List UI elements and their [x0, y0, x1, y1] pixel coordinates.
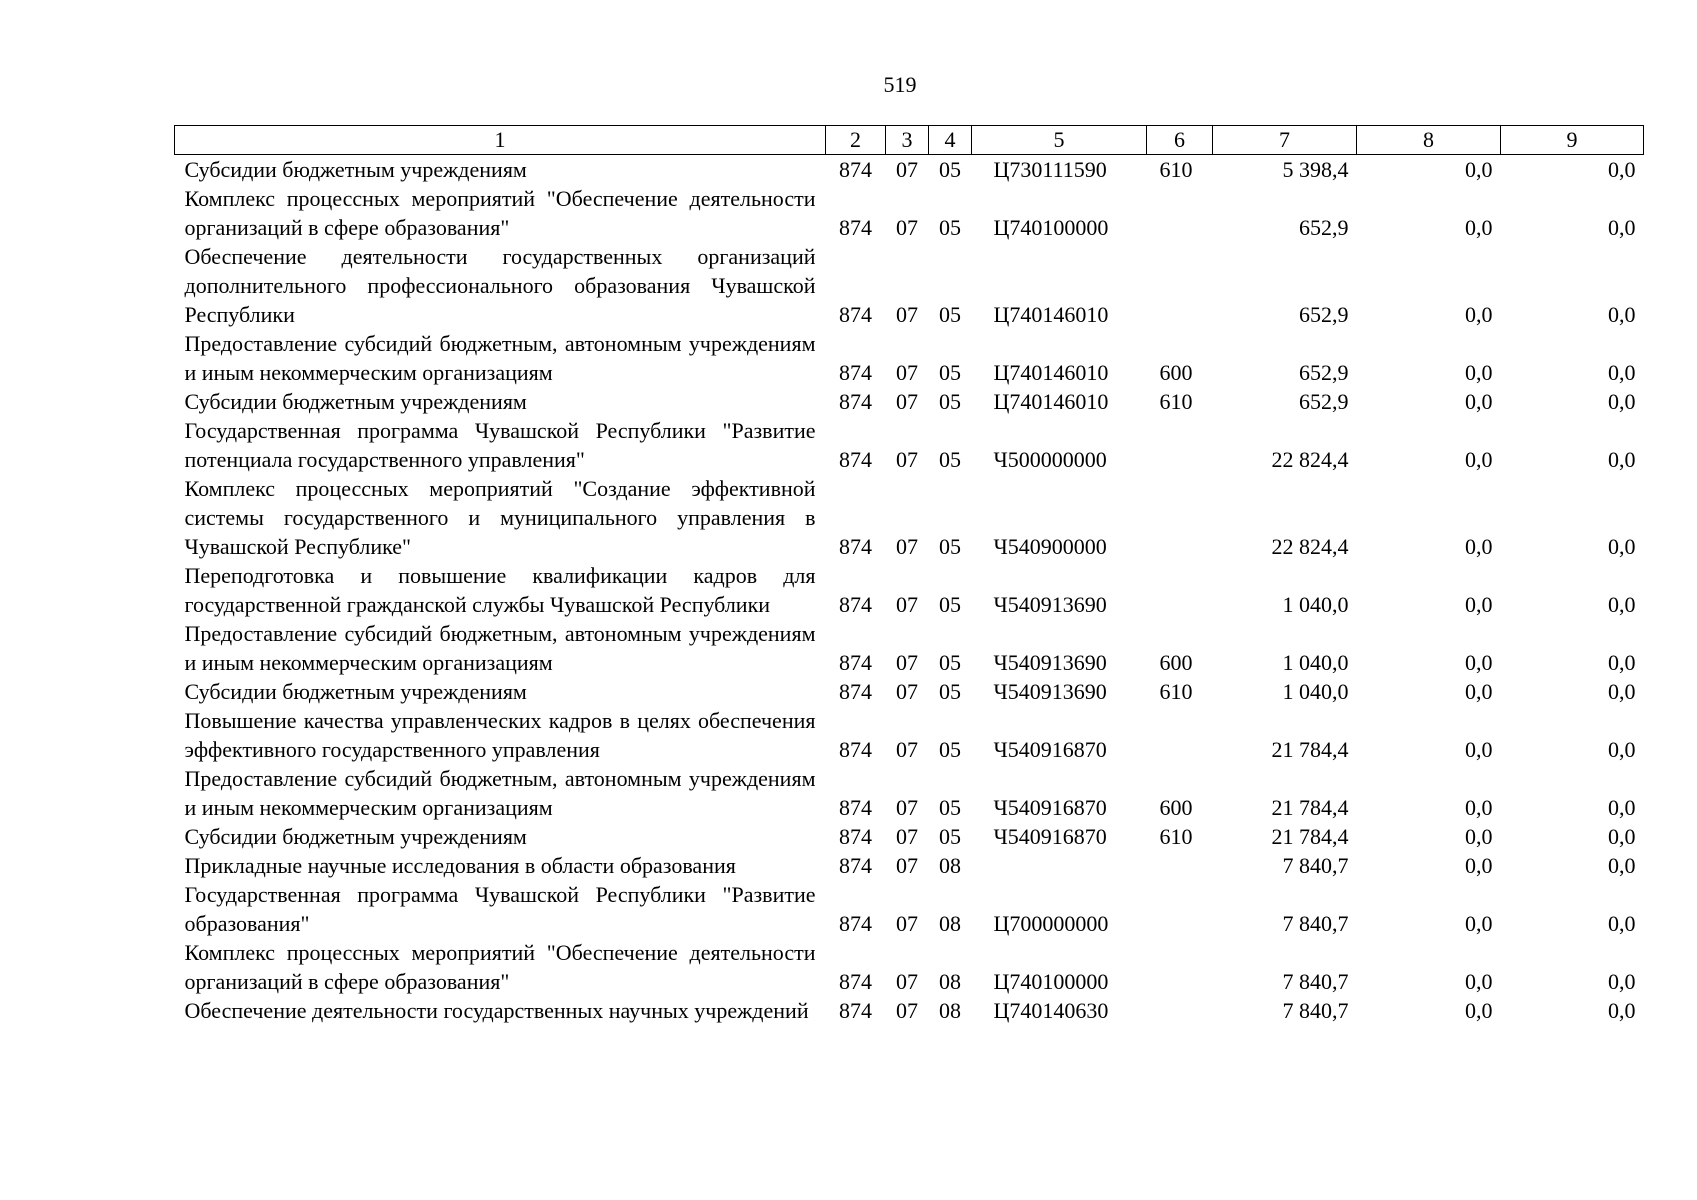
- row-amount-col7: 7 840,7: [1282, 911, 1349, 936]
- row-amount-col7: 21 784,4: [1271, 795, 1349, 820]
- row-subsection: 05: [939, 389, 961, 414]
- row-subsection: 05: [939, 679, 961, 704]
- row-amount-col9: 0,0: [1608, 534, 1636, 559]
- row-name: Субсидии бюджетным учреждениям: [184, 389, 527, 414]
- row-subsection: 05: [939, 302, 961, 327]
- row-admin-code: 874: [839, 679, 872, 704]
- row-subsection: 08: [939, 911, 961, 936]
- row-amount-col9: 0,0: [1608, 447, 1636, 472]
- row-admin-code: 874: [839, 447, 872, 472]
- table-row: [175, 242, 1644, 329]
- row-admin-code: 874: [839, 824, 872, 849]
- row-admin-code: 874: [839, 969, 872, 994]
- row-expense-type: [1147, 706, 1213, 764]
- row-subsection: 08: [939, 998, 961, 1023]
- row-expense-type: 610: [1159, 157, 1193, 182]
- row-amount-col9: 0,0: [1608, 360, 1636, 385]
- row-subsection: 05: [939, 650, 961, 675]
- row-amount-col9: 0,0: [1608, 157, 1636, 182]
- row-target-article: Ц740100000: [993, 969, 1109, 994]
- row-amount-col7: 22 824,4: [1271, 447, 1349, 472]
- row-subsection: 05: [939, 360, 961, 385]
- row-subsection: 05: [939, 824, 961, 849]
- header-col-2: 2: [826, 126, 886, 155]
- row-amount-col7: 21 784,4: [1271, 737, 1349, 762]
- row-expense-type: [1147, 561, 1213, 619]
- row-expense-type: [1147, 880, 1213, 938]
- row-target-article: Ц740146010: [993, 360, 1109, 385]
- table-row: [175, 474, 1644, 561]
- row-amount-col7: 7 840,7: [1282, 998, 1349, 1023]
- row-subsection: 05: [939, 737, 961, 762]
- row-amount-col7: 21 784,4: [1271, 824, 1349, 849]
- row-amount-col8: 0,0: [1465, 534, 1493, 559]
- row-section: 07: [896, 737, 918, 762]
- row-section: 07: [896, 824, 918, 849]
- row-target-article: Ц730111590: [993, 157, 1107, 182]
- row-name: Субсидии бюджетным учреждениям: [184, 824, 527, 849]
- row-amount-col8: 0,0: [1465, 215, 1493, 240]
- row-target-article: Ч500000000: [993, 447, 1107, 472]
- row-amount-col8: 0,0: [1465, 302, 1493, 327]
- header-col-3: 3: [886, 126, 929, 155]
- row-amount-col8: 0,0: [1465, 679, 1493, 704]
- row-section: 07: [896, 998, 918, 1023]
- row-amount-col8: 0,0: [1465, 389, 1493, 414]
- header-col-1: 1: [175, 126, 826, 155]
- table-row: [175, 155, 1644, 185]
- row-section: 07: [896, 389, 918, 414]
- row-amount-col7: 7 840,7: [1282, 969, 1349, 994]
- row-subsection: 05: [939, 447, 961, 472]
- row-section: 07: [896, 157, 918, 182]
- row-amount-col9: 0,0: [1608, 215, 1636, 240]
- row-amount-col7: 1 040,0: [1282, 679, 1349, 704]
- row-admin-code: 874: [839, 157, 872, 182]
- row-name: Комплекс процессных мероприятий "Обеспечение деятельности организаций в сфере образования": [184, 186, 816, 240]
- row-target-article: Ч540916870: [993, 737, 1107, 762]
- row-amount-col9: 0,0: [1608, 911, 1636, 936]
- header-col-8: 8: [1357, 126, 1501, 155]
- table-row: [175, 938, 1644, 996]
- row-expense-type: [1147, 416, 1213, 474]
- row-name: Прикладные научные исследования в области образования: [184, 853, 736, 878]
- header-col-6: 6: [1147, 126, 1213, 155]
- row-target-article: Ч540913690: [993, 679, 1107, 704]
- budget-table: [174, 125, 1644, 1025]
- row-section: 07: [896, 650, 918, 675]
- header-row: [175, 126, 1644, 155]
- row-expense-type: [1147, 184, 1213, 242]
- row-amount-col7: 1 040,0: [1282, 650, 1349, 675]
- row-section: 07: [896, 360, 918, 385]
- row-section: 07: [896, 302, 918, 327]
- row-name: Переподготовка и повышение квалификации кадров для государственной гражданской службы Чувашской Республики: [184, 563, 816, 617]
- row-expense-type: [1147, 938, 1213, 996]
- row-name: Субсидии бюджетным учреждениям: [184, 157, 527, 182]
- row-amount-col8: 0,0: [1465, 650, 1493, 675]
- row-target-article: Ц740146010: [993, 302, 1109, 327]
- row-target-article: Ч540916870: [993, 795, 1107, 820]
- row-name: Комплекс процессных мероприятий "Создание эффективной системы государственного и муниципального управления в Чувашской Республике": [184, 476, 816, 559]
- row-expense-type: 600: [1159, 650, 1193, 675]
- row-amount-col7: 1 040,0: [1282, 592, 1349, 617]
- row-section: 07: [896, 853, 918, 878]
- row-expense-type: 610: [1159, 679, 1193, 704]
- row-amount-col7: 652,9: [1299, 360, 1349, 385]
- row-amount-col7: 5 398,4: [1282, 157, 1349, 182]
- table-row: [175, 329, 1644, 387]
- row-admin-code: 874: [839, 650, 872, 675]
- row-admin-code: 874: [839, 534, 872, 559]
- row-section: 07: [896, 911, 918, 936]
- row-amount-col7: 7 840,7: [1282, 853, 1349, 878]
- row-expense-type: [1147, 996, 1213, 1025]
- table-row: [175, 706, 1644, 764]
- table-row: [175, 880, 1644, 938]
- row-subsection: 05: [939, 215, 961, 240]
- table-header: [175, 126, 1644, 155]
- header-col-4: 4: [929, 126, 972, 155]
- row-section: 07: [896, 969, 918, 994]
- row-amount-col9: 0,0: [1608, 679, 1636, 704]
- row-amount-col8: 0,0: [1465, 795, 1493, 820]
- row-amount-col8: 0,0: [1465, 592, 1493, 617]
- row-admin-code: 874: [839, 389, 872, 414]
- table-row: [175, 822, 1644, 851]
- page-number: 519: [883, 72, 917, 97]
- row-amount-col9: 0,0: [1608, 853, 1636, 878]
- row-name: Субсидии бюджетным учреждениям: [184, 679, 527, 704]
- row-subsection: 08: [939, 969, 961, 994]
- row-admin-code: 874: [839, 795, 872, 820]
- row-expense-type: [1147, 474, 1213, 561]
- row-subsection: 05: [939, 795, 961, 820]
- row-section: 07: [896, 592, 918, 617]
- header-col-5: 5: [972, 126, 1147, 155]
- row-target-article: Ц740146010: [993, 389, 1109, 414]
- row-name: Комплекс процессных мероприятий "Обеспечение деятельности организаций в сфере образования": [184, 940, 816, 994]
- table-row: [175, 764, 1644, 822]
- row-expense-type: 610: [1159, 389, 1193, 414]
- row-amount-col8: 0,0: [1465, 969, 1493, 994]
- row-amount-col9: 0,0: [1608, 795, 1636, 820]
- row-amount-col9: 0,0: [1608, 824, 1636, 849]
- row-amount-col7: 22 824,4: [1271, 534, 1349, 559]
- row-name: Обеспечение деятельности государственных организаций дополнительного профессионального образования Чувашской Республики: [184, 244, 816, 327]
- row-expense-type: 600: [1159, 795, 1193, 820]
- row-section: 07: [896, 447, 918, 472]
- row-subsection: 08: [939, 853, 961, 878]
- row-subsection: 05: [939, 592, 961, 617]
- row-amount-col8: 0,0: [1465, 737, 1493, 762]
- row-section: 07: [896, 215, 918, 240]
- row-expense-type: 610: [1159, 824, 1193, 849]
- row-admin-code: 874: [839, 737, 872, 762]
- row-amount-col9: 0,0: [1608, 650, 1636, 675]
- row-expense-type: [1147, 242, 1213, 329]
- row-target-article: Ц740100000: [993, 215, 1109, 240]
- row-amount-col8: 0,0: [1465, 447, 1493, 472]
- row-name: Обеспечение деятельности государственных научных учреждений: [184, 998, 809, 1023]
- row-admin-code: 874: [839, 215, 872, 240]
- row-expense-type: [1147, 851, 1213, 880]
- table-row: [175, 416, 1644, 474]
- table-row: [175, 996, 1644, 1025]
- row-admin-code: 874: [839, 853, 872, 878]
- header-col-7: 7: [1213, 126, 1357, 155]
- row-amount-col9: 0,0: [1608, 592, 1636, 617]
- row-target-article: Ц700000000: [993, 911, 1109, 936]
- row-amount-col9: 0,0: [1608, 998, 1636, 1023]
- row-amount-col7: 652,9: [1299, 302, 1349, 327]
- row-amount-col8: 0,0: [1465, 157, 1493, 182]
- row-amount-col7: 652,9: [1299, 389, 1349, 414]
- row-name: Предоставление субсидий бюджетным, автономным учреждениям и иным некоммерческим организациям: [184, 766, 816, 820]
- table-row: [175, 561, 1644, 619]
- row-admin-code: 874: [839, 998, 872, 1023]
- row-admin-code: 874: [839, 302, 872, 327]
- row-name: Государственная программа Чувашской Республики "Развитие образования": [184, 882, 816, 936]
- row-target-article: Ч540916870: [993, 824, 1107, 849]
- row-amount-col8: 0,0: [1465, 853, 1493, 878]
- table-body: [175, 155, 1644, 1026]
- header-col-9: 9: [1501, 126, 1644, 155]
- row-admin-code: 874: [839, 592, 872, 617]
- row-subsection: 05: [939, 534, 961, 559]
- row-amount-col8: 0,0: [1465, 360, 1493, 385]
- row-expense-type: 600: [1159, 360, 1193, 385]
- row-section: 07: [896, 534, 918, 559]
- row-target-article: Ч540913690: [993, 592, 1107, 617]
- table-row: [175, 387, 1644, 416]
- row-amount-col8: 0,0: [1465, 911, 1493, 936]
- row-target-article: [972, 851, 1147, 880]
- row-amount-col9: 0,0: [1608, 969, 1636, 994]
- row-amount-col8: 0,0: [1465, 998, 1493, 1023]
- row-section: 07: [896, 795, 918, 820]
- table-row: [175, 619, 1644, 677]
- row-target-article: Ц740140630: [993, 998, 1109, 1023]
- row-amount-col7: 652,9: [1299, 215, 1349, 240]
- row-section: 07: [896, 679, 918, 704]
- row-target-article: Ч540913690: [993, 650, 1107, 675]
- table-row: [175, 184, 1644, 242]
- row-name: Государственная программа Чувашской Республики "Развитие потенциала государственного управления": [184, 418, 816, 472]
- row-name: Повышение качества управленческих кадров в целях обеспечения эффективного государственного управления: [184, 708, 816, 762]
- row-name: Предоставление субсидий бюджетным, автономным учреждениям и иным некоммерческим организациям: [184, 331, 816, 385]
- row-subsection: 05: [939, 157, 961, 182]
- table-row: [175, 677, 1644, 706]
- row-amount-col9: 0,0: [1608, 302, 1636, 327]
- row-name: Предоставление субсидий бюджетным, автономным учреждениям и иным некоммерческим организациям: [184, 621, 816, 675]
- row-admin-code: 874: [839, 360, 872, 385]
- row-amount-col9: 0,0: [1608, 737, 1636, 762]
- row-amount-col8: 0,0: [1465, 824, 1493, 849]
- row-amount-col9: 0,0: [1608, 389, 1636, 414]
- table-row: [175, 851, 1644, 880]
- row-admin-code: 874: [839, 911, 872, 936]
- row-target-article: Ч540900000: [993, 534, 1107, 559]
